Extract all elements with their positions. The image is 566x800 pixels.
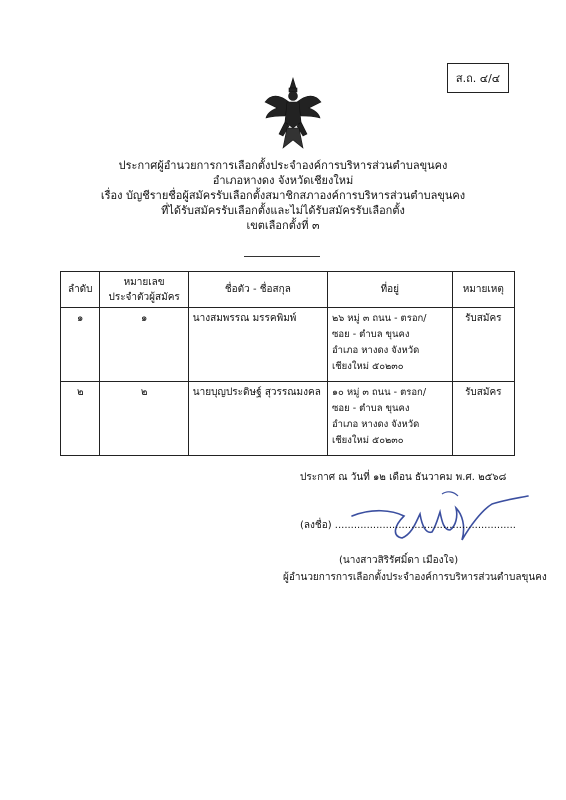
heading-line-1: ประกาศผู้อำนวยการการเลือกตั้งประจำองค์การบริหารส่วนตำบลขุนคง <box>118 159 448 172</box>
address-line: อำเภอ หางดง จังหวัด <box>331 345 420 356</box>
garuda-emblem-icon <box>263 76 323 152</box>
cell-order: ๒ <box>61 382 100 456</box>
cell-note: รับสมัคร <box>452 382 514 456</box>
signer-title: ผู้อำนวยการการเลือกตั้งประจำองค์การบริหารส่วนตำบลขุนคง <box>283 572 547 583</box>
address-line: ๒๖ หมู่ ๓ ถนน - ตรอก/ <box>331 313 427 324</box>
announcement-date: ประกาศ ณ วันที่ ๑๒ เดือน ธันวาคม พ.ศ. ๒๕๖๘ <box>300 472 507 483</box>
address-line: ซอย - ตำบล ขุนคง <box>331 329 410 340</box>
header-address: ที่อยู่ <box>327 272 452 308</box>
form-code-box <box>447 63 509 93</box>
table-header-row <box>61 272 515 308</box>
cell-address <box>327 308 452 382</box>
cell-name: นางสมพรรณ มรรคพิมพ์ <box>188 308 327 382</box>
candidate-table <box>60 271 515 456</box>
header-candidate-number <box>100 272 188 308</box>
table-row <box>61 308 515 382</box>
address-line: ๑๐ หมู่ ๓ ถนน - ตรอก/ <box>331 387 427 398</box>
signer-name: (นางสาวสิริรัศมิ์ดา เมืองใจ) <box>339 555 459 566</box>
cell-order: ๑ <box>61 308 100 382</box>
heading-divider <box>244 256 320 257</box>
header-note: หมายเหตุ <box>452 272 514 308</box>
cell-number: ๑ <box>100 308 188 382</box>
form-code: ส.ถ. ๔/๔ <box>455 72 501 85</box>
cell-number: ๒ <box>100 382 188 456</box>
heading-line-2: อำเภอหางดง จังหวัดเชียงใหม่ <box>212 174 354 187</box>
address-line: เชียงใหม่ ๕๐๒๓๐ <box>331 435 404 446</box>
address-line: ซอย - ตำบล ขุนคง <box>331 403 410 414</box>
header-name: ชื่อตัว - ชื่อสกุล <box>188 272 327 308</box>
header-number-line-2: ประจำตัวผู้สมัคร <box>108 291 180 303</box>
heading-line-5: เขตเลือกตั้งที่ ๓ <box>246 219 320 232</box>
cell-name: นายบุญประดิษฐ์ สุวรรณมงคล <box>188 382 327 456</box>
table-row <box>61 382 515 456</box>
address-line: เชียงใหม่ ๕๐๒๓๐ <box>331 361 404 372</box>
sign-line: (ลงชื่อ) ......................................................... <box>300 520 516 531</box>
cell-note: รับสมัคร <box>452 308 514 382</box>
heading-line-3: เรื่อง บัญชีรายชื่อผู้สมัครรับเลือกตั้งสมาชิกสภาองค์การบริหารส่วนตำบลขุนคง <box>100 189 466 202</box>
cell-address <box>327 382 452 456</box>
address-line: อำเภอ หางดง จังหวัด <box>331 419 420 430</box>
heading-line-4: ที่ได้รับสมัครรับเลือกตั้งและไม่ได้รับสมัครรับเลือกตั้ง <box>161 204 405 217</box>
header-order: ลำดับ <box>61 272 100 308</box>
announcement-heading <box>0 158 566 233</box>
header-number-line-1: หมายเลข <box>123 276 165 288</box>
